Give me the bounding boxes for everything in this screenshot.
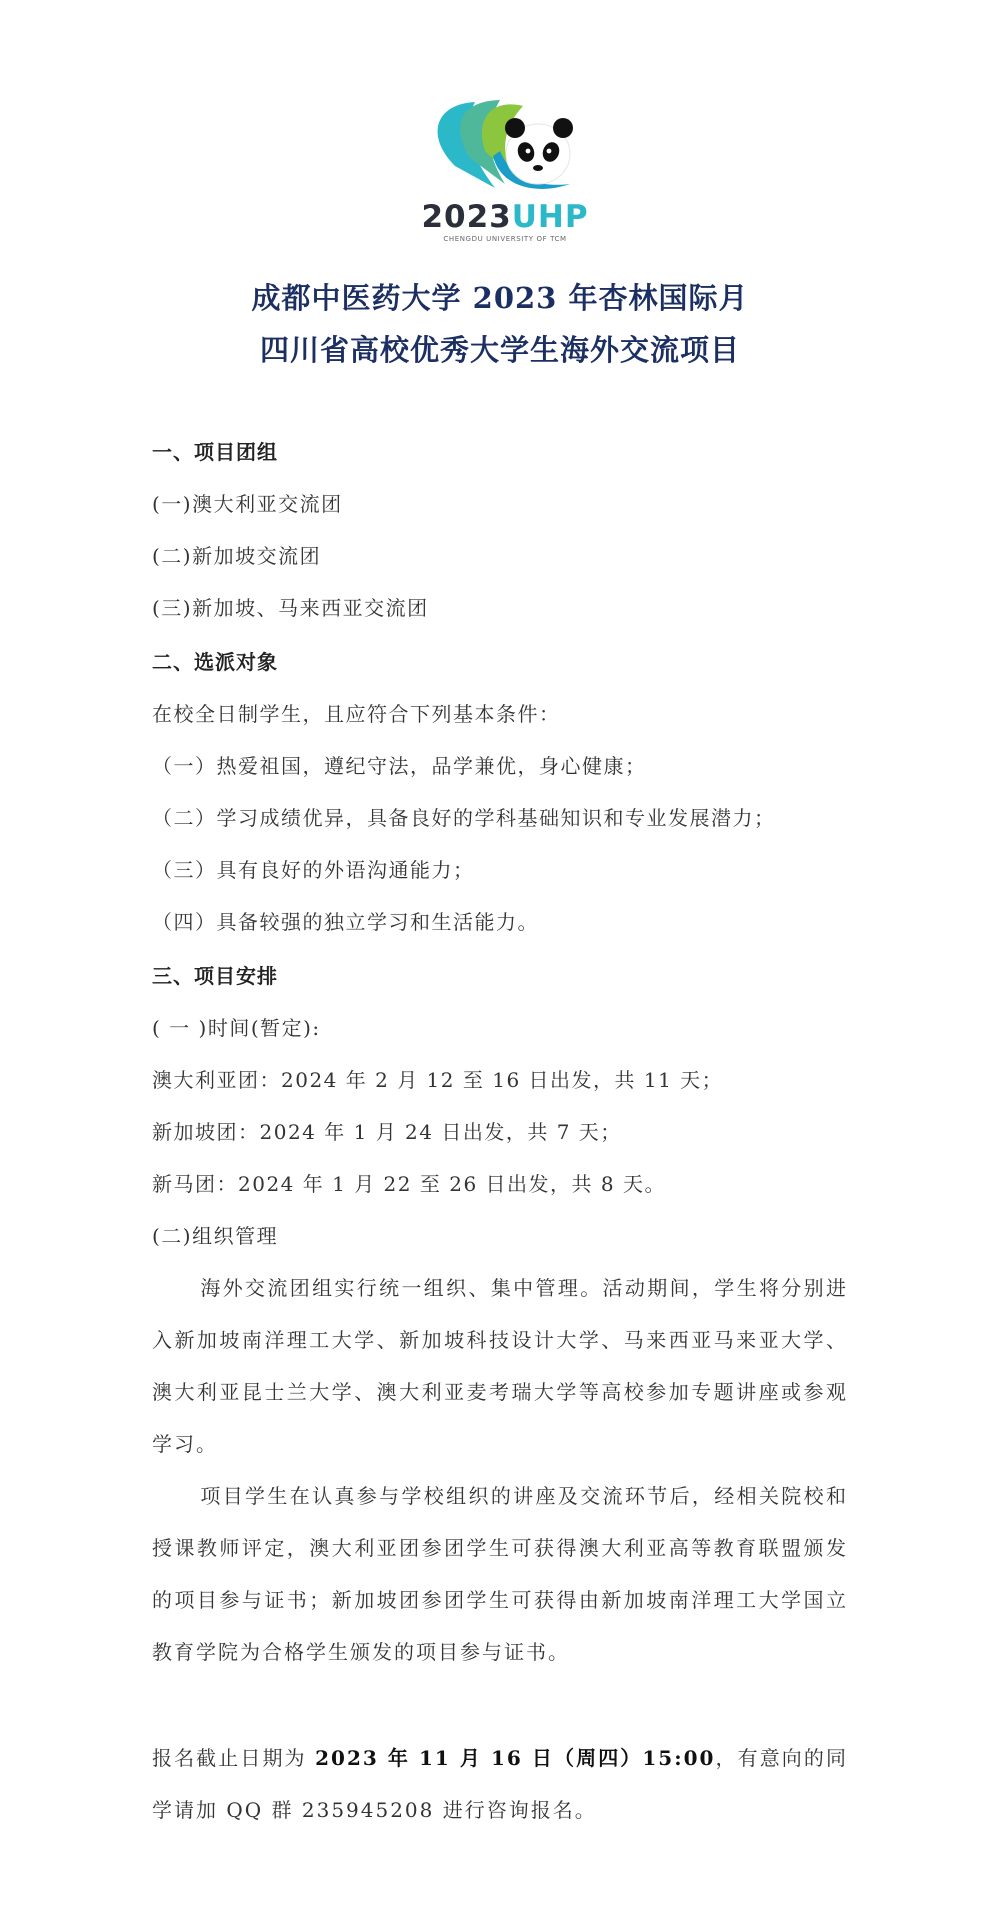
management-paragraph-2 [152, 1470, 848, 1678]
section2-item: （一）热爱祖国，遵纪守法，品学兼优，身心健康； [152, 754, 647, 778]
deadline-prefix: 报名截止日期为 [152, 1746, 316, 1770]
section2-intro: 在校全日制学生，且应符合下列基本条件： [152, 702, 561, 726]
schedule-line: 澳大利亚团：2024 年 2 月 12 至 16 日出发，共 11 天； [152, 1068, 724, 1092]
management-heading: (二)组织管理 [152, 1224, 279, 1248]
section2-heading: 二、选派对象 [152, 650, 278, 674]
deadline-paragraph [152, 1732, 848, 1836]
schedule-line: 新加坡团：2024 年 1 月 24 日出发，共 7 天； [152, 1120, 622, 1144]
deadline-suffix: ，有意向的同学请加 QQ 群 235945208 进行咨询报名。 [152, 1746, 848, 1822]
section3-heading: 三、项目安排 [152, 964, 278, 988]
section1-item: (三)新加坡、马来西亚交流团 [152, 596, 429, 620]
schedule-line: 新马团：2024 年 1 月 22 至 26 日出发，共 8 天。 [152, 1172, 666, 1196]
management-paragraph-1-text: 海外交流团组实行统一组织、集中管理。活动期间，学生将分别进入新加坡南洋理工大学、新加坡科技设计大学、马来西亚马来亚大学、澳大利亚昆士兰大学、澳大利亚麦考瑞大学等高校参加专题讲座或参观学习。 [152, 1276, 848, 1456]
management-paragraph-2-text: 项目学生在认真参与学校组织的讲座及交流环节后，经相关院校和授课教师评定，澳大利亚团参团学生可获得澳大利亚高等教育联盟颁发的项目参与证书；新加坡团参团学生可获得由新加坡南洋理工大学国立教育学院为合格学生颁发的项目参与证书。 [152, 1484, 848, 1664]
uhp-logo [415, 96, 595, 256]
logo-wordmark: 2023UHP [421, 199, 589, 235]
management-paragraph-1 [152, 1262, 848, 1470]
time-heading: ( 一 )时间(暂定): [152, 1016, 321, 1040]
page-title-line1: 成都中医药大学 2023 年杏林国际月 [251, 281, 749, 315]
section1-heading: 一、项目团组 [152, 440, 278, 464]
section2-item: （四）具备较强的独立学习和生活能力。 [152, 910, 539, 934]
section2-item: （二）学习成绩优异，具备良好的学科基础知识和专业发展潜力； [152, 806, 776, 830]
deadline-date: 2023 年 11 月 16 日（周四）15:00 [315, 1746, 716, 1770]
section2-item: （三）具有良好的外语沟通能力； [152, 858, 475, 882]
logo-subtitle: CHENGDU UNIVERSITY OF TCM [443, 235, 567, 243]
section1-item: (一)澳大利亚交流团 [152, 492, 343, 516]
page-title-line2: 四川省高校优秀大学生海外交流项目 [259, 333, 740, 367]
section1-item: (二)新加坡交流团 [152, 544, 322, 568]
panda-petal-logo-icon [415, 96, 595, 206]
